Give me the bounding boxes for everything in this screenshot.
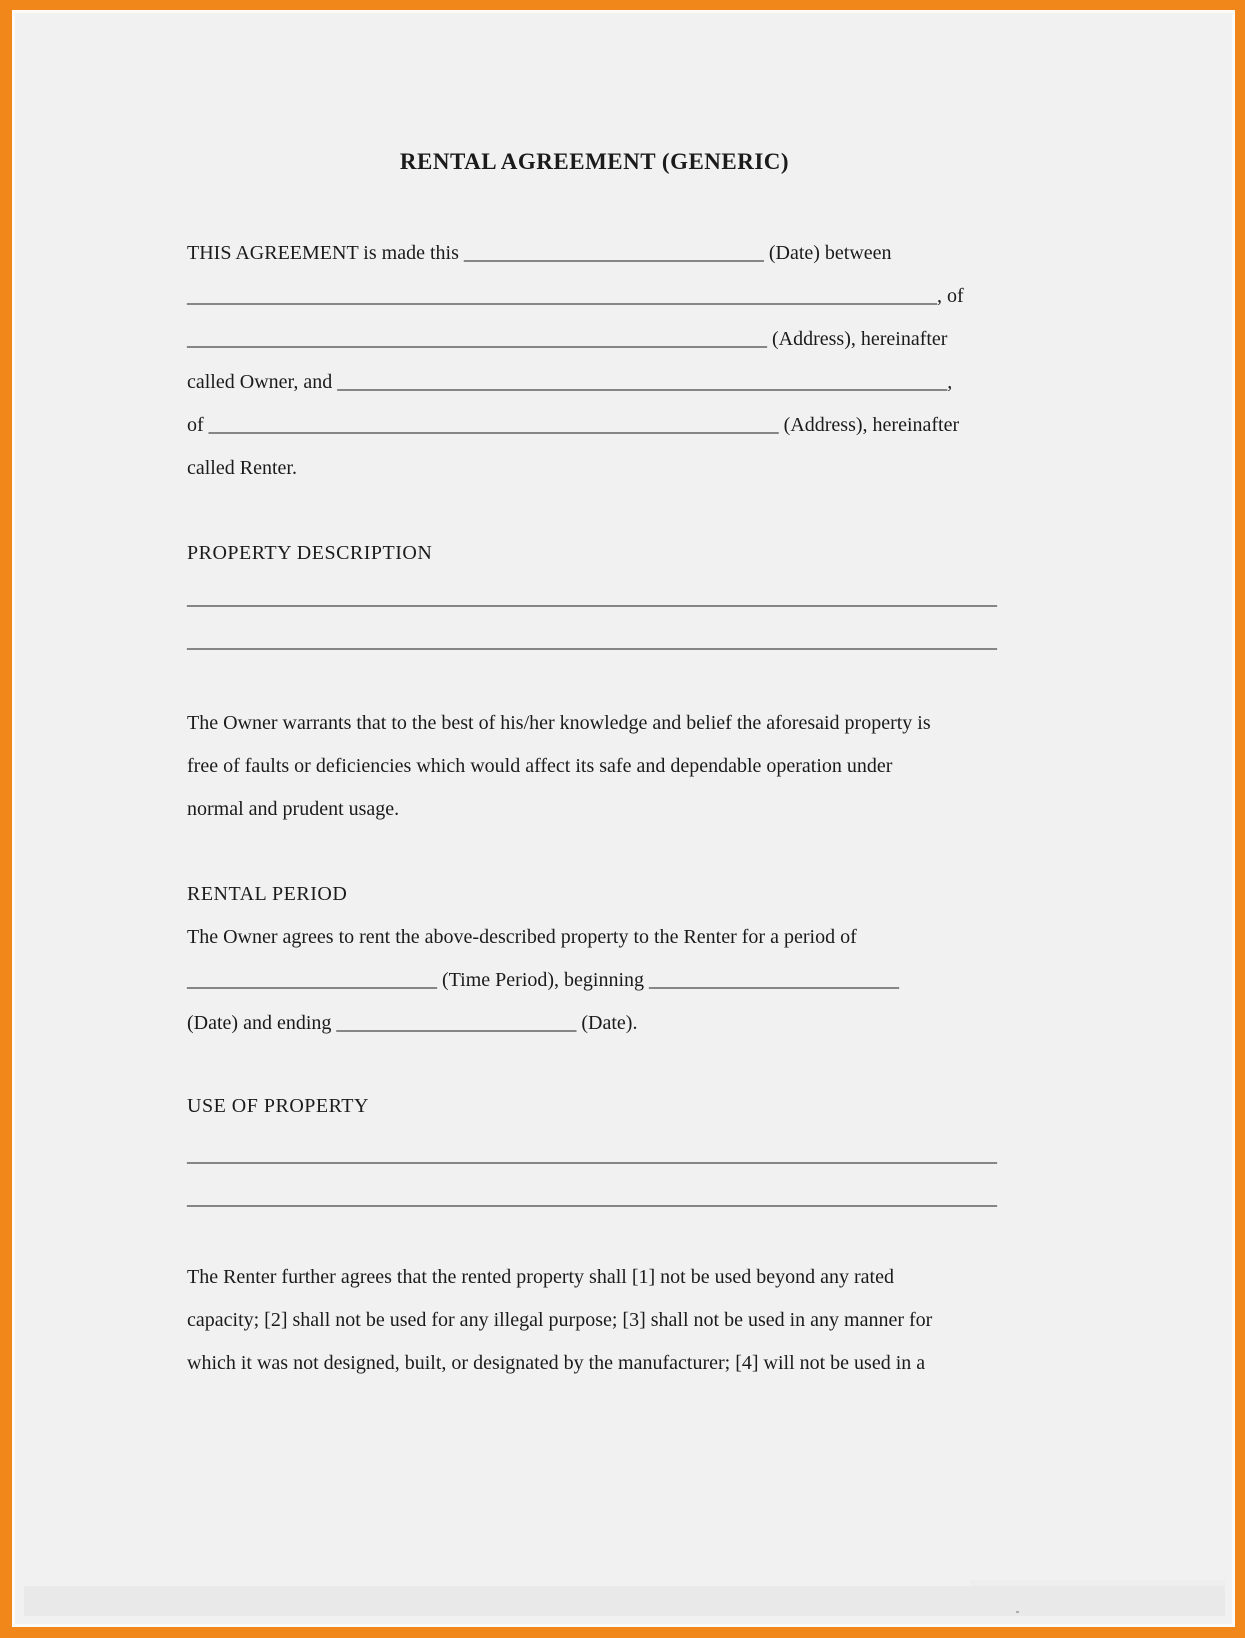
blank-fill-line: _________________________________________________________________________________ xyxy=(187,1144,997,1166)
warranty-line: The Owner warrants that to the best of his/her knowledge and belief the aforesaid property is xyxy=(187,712,931,734)
intro-line: called Owner, and _____________________________________________________________, xyxy=(187,371,953,393)
section-heading-rental-period: RENTAL PERIOD xyxy=(187,883,348,905)
renter-terms-line: capacity; [2] shall not be used for any illegal purpose; [3] shall not be used in any manner for xyxy=(187,1309,933,1331)
document-title: RENTAL AGREEMENT (GENERIC) xyxy=(399,149,790,174)
document-body xyxy=(187,10,1002,1385)
rental-period-line: (Date) and ending ________________________ (Date). xyxy=(187,1012,638,1034)
intro-line: called Renter. xyxy=(187,457,297,479)
scan-artifact-band xyxy=(24,1586,1225,1616)
intro-paragraph xyxy=(187,232,1002,490)
renter-terms-line: which it was not designed, built, or designated by the manufacturer; [4] will not be used in a xyxy=(187,1352,926,1374)
intro-line: __________________________________________________________ (Address), hereinafter xyxy=(187,328,948,350)
rental-period-paragraph xyxy=(187,916,1002,1045)
rental-period-line: _________________________ (Time Period), beginning _________________________ xyxy=(187,969,900,991)
scan-artifact-dot xyxy=(1016,1611,1019,1613)
intro-line: of _________________________________________________________ (Address), hereinafter xyxy=(187,414,960,436)
use-of-property-blanks xyxy=(187,1134,1002,1220)
intro-line: ___________________________________________________________________________, of xyxy=(187,285,964,307)
renter-terms-paragraph xyxy=(187,1256,1002,1385)
blank-fill-line: _________________________________________________________________________________ xyxy=(187,587,997,609)
intro-line: THIS AGREEMENT is made this ______________________________ (Date) between xyxy=(187,242,892,264)
section-heading-property-description: PROPERTY DESCRIPTION xyxy=(187,542,433,564)
renter-terms-line: The Renter further agrees that the rented property shall [1] not be used beyond any rated xyxy=(187,1266,894,1288)
warranty-line: normal and prudent usage. xyxy=(187,798,400,820)
blank-fill-line: _________________________________________________________________________________ xyxy=(187,1187,997,1209)
property-description-blanks xyxy=(187,577,1002,663)
section-heading-use-of-property: USE OF PROPERTY xyxy=(187,1095,369,1117)
rental-period-line: The Owner agrees to rent the above-described property to the Renter for a period of xyxy=(187,926,857,948)
warranty-line: free of faults or deficiencies which would affect its safe and dependable operation under xyxy=(187,755,893,777)
blank-fill-line: _________________________________________________________________________________ xyxy=(187,630,997,652)
warranty-paragraph xyxy=(187,702,1002,831)
